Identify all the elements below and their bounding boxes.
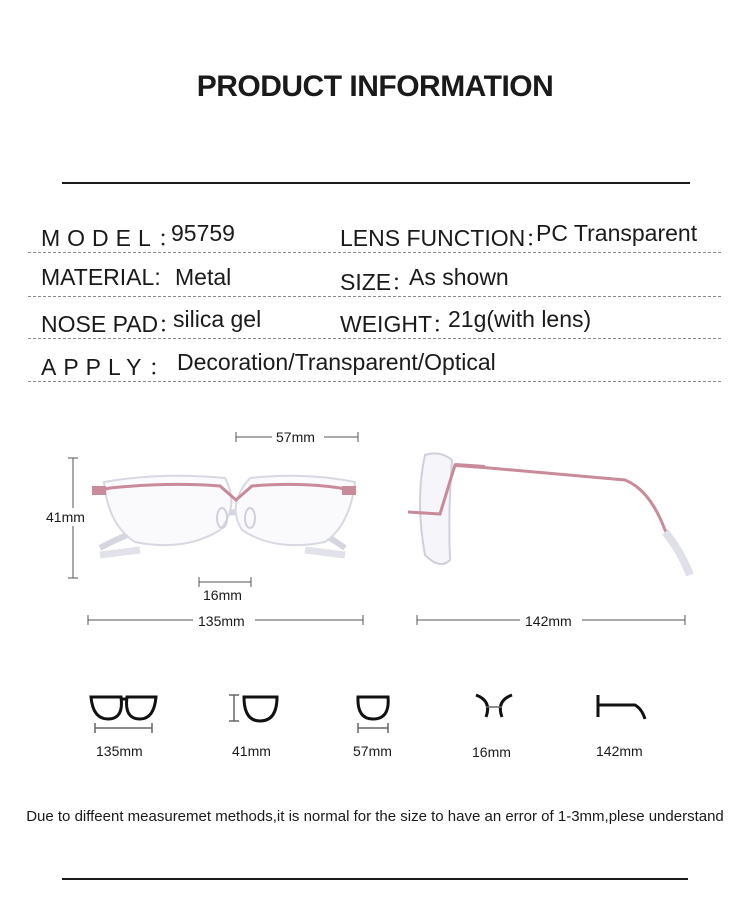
icon-label-frame-width: 135mm [96, 743, 143, 759]
frame-width-icon [91, 697, 156, 733]
model-value: 95759 [171, 220, 235, 246]
lens-function-label: LENS FUNCTION： [340, 225, 549, 251]
nose-pad-label: NOSE PAD： [41, 311, 182, 337]
weight-label: WEIGHT： [340, 311, 455, 337]
lens-function-value: PC Transparent [536, 220, 698, 246]
spec-row-model [28, 212, 721, 253]
bridge-icon [476, 695, 512, 717]
icon-label-bridge: 16mm [472, 744, 511, 760]
bridge-line [199, 577, 251, 587]
lens-height-label: 41mm [46, 509, 85, 525]
side-view-glasses [408, 453, 690, 575]
top-divider [62, 182, 690, 184]
icon-label-lens-width: 57mm [353, 743, 392, 759]
apply-value: Decoration/Transparent/Optical [177, 349, 496, 375]
frame-width-label: 135mm [198, 613, 245, 629]
temple-icon [598, 695, 645, 719]
bottom-divider [62, 878, 688, 880]
icon-label-temple: 142mm [596, 743, 643, 759]
weight-value: 21g(with lens) [448, 306, 592, 332]
front-view-glasses [92, 476, 356, 555]
lens-height-icon [229, 695, 277, 721]
spec-row-material [28, 256, 721, 297]
material-value: Metal [175, 264, 232, 290]
temple-length-label: 142mm [525, 613, 572, 629]
icon-label-lens-height: 41mm [232, 743, 271, 759]
measurement-note: Due to diffeent measuremet methods,it is normal for the size to have an error of 1-3mm,plese understand [26, 808, 724, 825]
nose-pad-value: silica gel [173, 306, 262, 332]
glasses-diagram [0, 420, 750, 640]
apply-label: APPLY： [41, 354, 179, 380]
page-title: PRODUCT INFORMATION [196, 70, 554, 103]
icon-row [0, 685, 750, 745]
lens-width-label: 57mm [276, 429, 315, 445]
model-label: MODEL： [41, 225, 188, 251]
lens-width-icon [358, 697, 388, 733]
spec-row-nosepad [28, 298, 721, 339]
spec-row-apply [28, 341, 721, 382]
material-label: MATERIAL: [41, 264, 161, 290]
size-value: As shown [409, 264, 509, 290]
size-label: SIZE： [340, 269, 415, 295]
bridge-label: 16mm [203, 587, 242, 603]
